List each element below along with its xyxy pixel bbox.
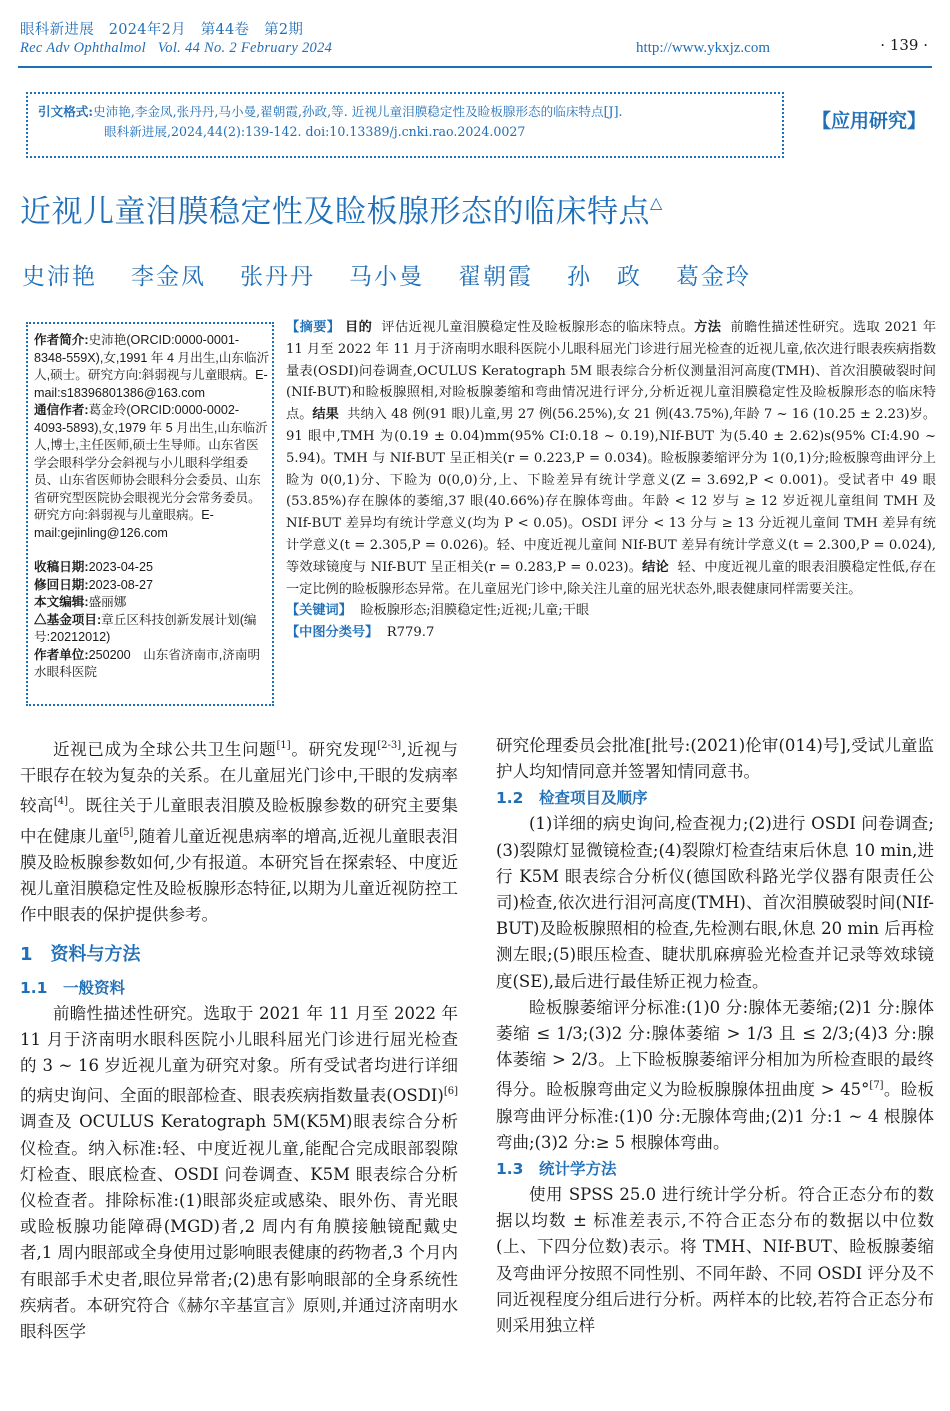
author[interactable]: 张丹丹 bbox=[240, 264, 315, 290]
ethics-paragraph: 研究伦理委员会批准[批号:(2021)伦审(014)号],受试儿童监护人均知情同意并签署知情同意书。 bbox=[496, 736, 934, 782]
running-header-en: Rec Adv Ophthalmol Vol. 44 No. 2 February 2024 bbox=[20, 40, 333, 56]
subsection-heading: 1.3 统计学方法 bbox=[496, 1160, 617, 1179]
author-info bbox=[34, 332, 270, 682]
citation-ref[interactable]: [5] bbox=[119, 826, 134, 838]
citation-ref[interactable]: [7] bbox=[869, 1080, 884, 1092]
revised-date: 修回日期:2023-08-27 bbox=[34, 577, 153, 592]
fund-mark: △ bbox=[650, 193, 663, 212]
abstract bbox=[286, 317, 936, 644]
subsection-heading: 1.1 一般资料 bbox=[20, 978, 125, 997]
editor: 本文编辑:盛丽娜 bbox=[34, 595, 127, 609]
journal-url[interactable]: http://www.ykxjz.com bbox=[636, 40, 771, 56]
body-column-left bbox=[20, 733, 458, 1345]
author[interactable]: 史沛艳 bbox=[22, 264, 97, 290]
received-date: 收稿日期:2023-04-25 bbox=[34, 560, 153, 574]
general-data-paragraph: 前瞻性描述性研究。选取于 2021 年 11 月至 2022 年 11 月于济南明水眼科医院小儿眼科屈光门诊进行屈光检查的 3 ~ 16 岁近视儿童为研究对象。所有受试者均进行详细的病史询问、全面的眼部检查、眼表疾病指数量表(OSDI)[6]调查及 OCULUS Keratograph 5M(K5M)眼表综合分析仪检查。纳入标准:轻、中度近视儿童,能配合完成眼部裂隙灯检查、眼底检查、OSDI 问卷调查、K5M 眼表综合分析仪检查者。排除标准:(1)眼部炎症或感染、眼外伤、青光眼或睑板腺功能障碍(MGD)者,2 周内有角膜接触镜配戴史者,1 周内眼部或全身使用过影响眼表健康的药物者,3 个月内有眼部手术史者,眼位异常者;(2)患有影响眼部的全身系统性疾病者。本研究符合《赫尔辛基宣言》原则,并通过济南明水眼科医学 bbox=[20, 1003, 458, 1342]
exam-paragraph: (1)详细的病史询问,检查视力;(2)进行 OSDI 问卷调查;(3)裂隙灯显微镜检查;(4)裂隙灯检查结束后休息 10 min,进行 K5M 眼表综合分析仪(德国欧科路光学仪器有限责任公司)检查,依次进行泪河高度(TMH)、首次泪膜破裂时间(NIf-BUT)及睑板腺照相的检查,先检测右眼,休息 20 min 后再检测左眼;(5)眼压检查、睫状肌麻痹验光检查并记录等效球镜度(SE),最后进行最佳矫正视力检查。 bbox=[496, 814, 934, 991]
author[interactable]: 孙 政 bbox=[567, 264, 642, 290]
author[interactable]: 马小曼 bbox=[349, 264, 424, 290]
citation-ref[interactable]: [1] bbox=[276, 740, 291, 751]
keywords: 【关键词】 睑板腺形态;泪膜稳定性;近视;儿童;干眼 bbox=[286, 603, 590, 619]
section-heading: 1 资料与方法 bbox=[20, 944, 141, 966]
affiliation: 作者单位:250200 山东省济南市,济南明水眼科医院 bbox=[34, 647, 261, 679]
citation-ref[interactable]: [2-3] bbox=[377, 740, 402, 751]
subsection-heading: 1.2 检查项目及顺序 bbox=[496, 789, 648, 808]
header-rule bbox=[18, 66, 932, 68]
author-list bbox=[22, 258, 785, 291]
fund-info: △基金项目:章丘区科技创新发展计划(编号:20212012) bbox=[34, 612, 257, 644]
first-author-bio: 作者简介:史沛艳(ORCID:0000-0001-8348-559X),女,1991 年 4 月出生,山东临沂人,硕士。研究方向:斜弱视与儿童眼病。E-mail:s18396801386@163.com bbox=[34, 333, 270, 400]
scoring-paragraph: 睑板腺萎缩评分标准:(1)0 分:腺体无萎缩;(2)1 分:腺体萎缩 ≤ 1/3;(3)2 分:腺体萎缩 > 1/3 且 ≤ 2/3;(4)3 分:腺体萎缩 > 2/3。上下睑板腺萎缩评分相加为所检查眼的最终得分。睑板腺弯曲定义为睑板腺腺体扭曲度 > 45°[7]。睑板腺弯曲评分标准:(1)0 分:无腺体弯曲;(2)1 分:1 ~ 4 根腺体弯曲;(3)2 分:≥ 5 根腺体弯曲。 bbox=[496, 997, 935, 1152]
author[interactable]: 翟朝霞 bbox=[458, 264, 533, 290]
running-header-cn: 眼科新进展 2024年2月 第44卷 第2期 bbox=[20, 22, 304, 38]
statistics-paragraph: 使用 SPSS 25.0 进行统计学分析。符合正态分布的数据以均数 ± 标准差表示,不符合正态分布的数据以中位数(上、下四分位数)表示。将 TMH、NIf-BUT、睑板腺萎缩及弯曲评分按照不同性别、不同年龄、不同 OSDI 评分及不同近视程度分组后进行分析。两样本的比较,若符合正态分布则采用独立样 bbox=[496, 1185, 934, 1336]
citation-ref[interactable]: [4] bbox=[53, 796, 69, 808]
article-title: 近视儿童泪膜稳定性及睑板腺形态的临床特点△ bbox=[20, 193, 663, 230]
abstract-body: 【摘要】 目的 评估近视儿童泪膜稳定性及睑板腺形态的临床特点。方法 前瞻性描述性研究。选取 2021 年 11 月至 2022 年 11 月于济南明水眼科医院小儿眼科屈光门诊进行屈光检查的近视儿童,依次进行眼表疾病指数量表(OSDI)问卷调查,OCULUS Keratograph 5M 眼表综合分析仪测量泪河高度(TMH)、首次泪膜破裂时间(NIf-BUT)和睑板腺照相,对睑板腺萎缩和弯曲情况进行评分,分析近视儿童泪膜稳定性及睑板腺形态的临床特点。结果 共纳入 48 例(91 眼)儿童,男 27 例(56.25%),女 21 例(43.75%),年龄 7 ~ 16 (10.25 ± 2.23)岁。91 眼中,TMH 为(0.19 ± 0.04)mm(95% CI:0.18 ~ 0.19),NIf-BUT 为(5.40 ± 2.62)s(95% CI:4.90 ~ 5.94)。TMH 与 NIf-BUT 呈正相关(r = 0.223,P = 0.034)。睑板腺萎缩评分为 1(0,1)分;睑板腺弯曲评分上睑为 0(0,1)分、下睑为 0(0,0)分,上、下睑差异有统计学意义(Z = 3.692,P < 0.001)。受试者中 49 眼(53.85%)存在腺体的萎缩,37 眼(40.66%)存在腺体弯曲。年龄 < 12 岁与 ≥ 12 岁近视儿童组间 TMH 及 NIf-BUT 差异均有统计学意义(均为 P < 0.05)。OSDI 评分 < 13 分与 ≥ 13 分近视儿童间 TMH 差异有统计学意义(t = 2.305,P = 0.026)。轻、中度近视儿童间 NIf-BUT 差异有统计学意义(t = 2.300,P = 0.024),等效球镜度与 NIf-BUT 呈正相关(r = 0.283,P = 0.023)。结论 轻、中度近视儿童的眼表泪膜稳定性低,存在一定比例的睑板腺形态异常。在儿童屈光门诊中,除关注儿童的屈光状态外,眼表健康同样需要关注。 bbox=[286, 320, 937, 597]
author[interactable]: 李金凤 bbox=[131, 264, 206, 290]
clc-number: 【中图分类号】 R779.7 bbox=[286, 625, 435, 641]
citation-text: 引文格式:史沛艳,李金凤,张丹丹,马小曼,翟朝霞,孙政,等. 近视儿童泪膜稳定性及睑板腺形态的临床特点[J]. 眼科新进展,2024,44(2):139-142. doi:10.13389/j.cnki.rao.2024.0027 bbox=[38, 104, 623, 139]
intro-paragraph: 近视已成为全球公共卫生问题[1]。研究发现[2-3],近视与干眼存在较为复杂的关系。在儿童屈光门诊中,干眼的发病率较高[4]。既往关于儿童眼表泪膜及睑板腺参数的研究主要集中在健康儿童[5],随着儿童近视患病率的增高,近视儿童眼表泪膜及睑板腺参数如何,少有报道。本研究旨在探索轻、中度近视儿童泪膜稳定性及睑板腺形态特征,以期为儿童近视防控工作中眼表的保护提供参考。 bbox=[20, 740, 459, 925]
page-number: · 139 · bbox=[880, 36, 928, 54]
author[interactable]: 葛金玲 bbox=[676, 264, 751, 290]
citation-ref[interactable]: [6] bbox=[443, 1086, 458, 1098]
body-column-right bbox=[496, 733, 934, 1339]
article-category: 【应用研究】 bbox=[812, 110, 927, 132]
citation-label: 引文格式: bbox=[38, 104, 94, 119]
corresponding-author-bio: 通信作者:葛金玲(ORCID:0000-0002-4093-5893),女,1979 年 5 月出生,山东临沂人,博士,主任医师,硕士生导师。山东省医学会眼科学分会斜视与小儿眼科学组委员、山东省医师协会眼科分会委员、山东省研究型医院协会眼视光分会常务委员。研究方向:斜弱视与儿童眼病。E-mail:gejinling@126.com bbox=[34, 403, 268, 540]
